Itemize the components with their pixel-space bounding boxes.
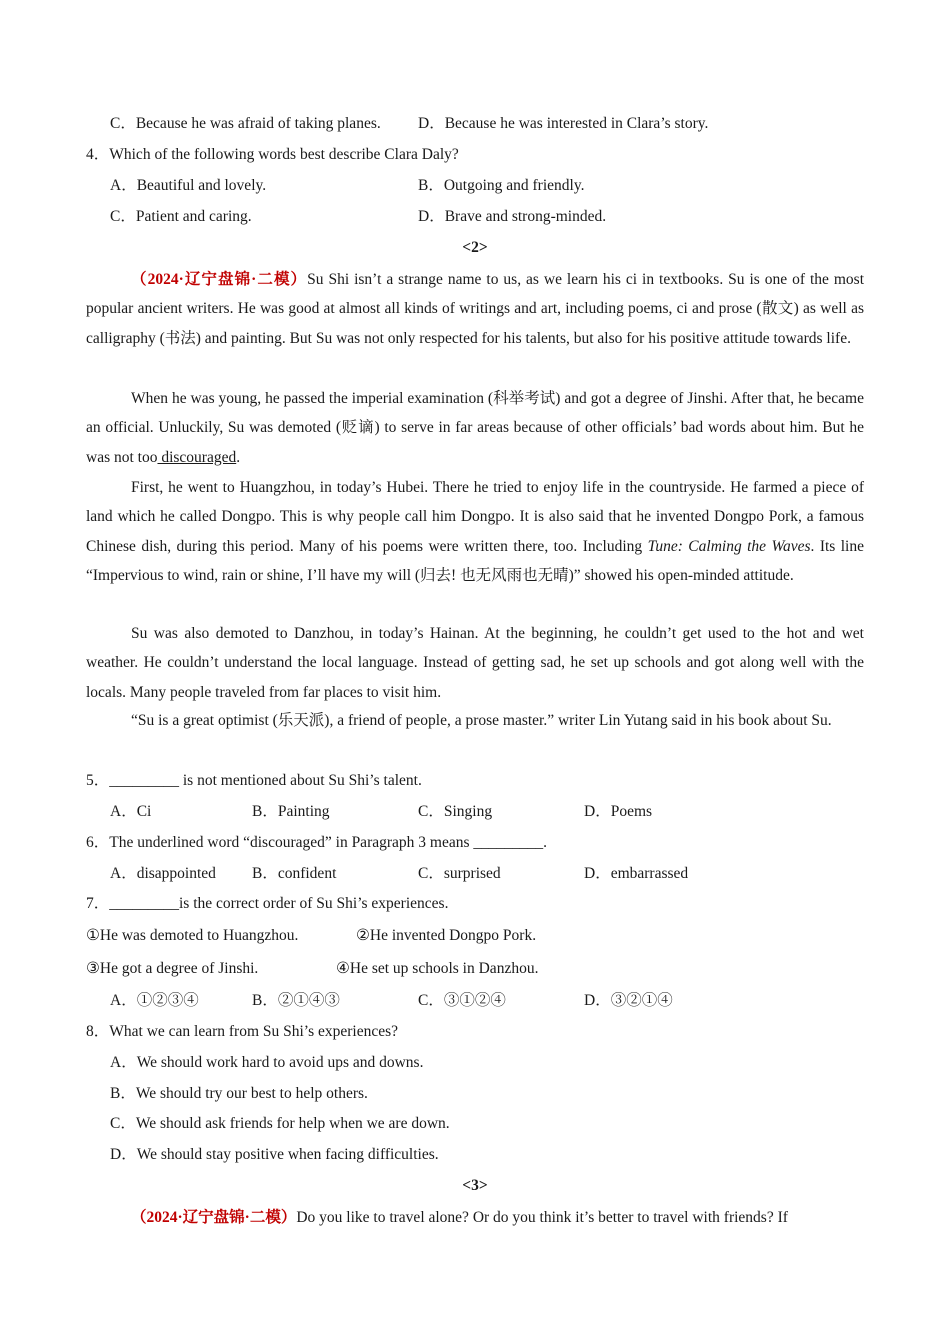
section2-p3-after: . Its line “Impervious to wind, rain or shine, I’ll have my will (归去! 也无风雨也无晴)” showed his open-minded attitude.: [86, 537, 864, 585]
section3-p1-text: Do you like to travel alone? Or do you think it’s better to travel with friends? If: [296, 1209, 788, 1226]
q5-option-d: D．Poems: [584, 803, 653, 820]
q7-option-c: C．③①②④: [418, 992, 506, 1009]
q7-option-d: D．③②①④: [584, 992, 673, 1009]
section2-p3-before: First, he went to Huangzhou, in today’s Hubei. There he tried to enjoy life in the countryside. He farmed a piece of land which he called Dongpo. This is why people call him Dongpo. It is also said that he invented Dongpo Pork, a famous Chinese dish, during this period. Many of his poems were written there, too. Including: [86, 479, 864, 555]
q8-option-d: D．We should stay positive when facing difficulties.: [110, 1146, 439, 1163]
section3-paragraph-1: [86, 1203, 864, 1232]
q8-stem: 8．What we can learn from Su Shi’s experiences?: [86, 1023, 399, 1040]
q7-event-2: ②He invented Dongpo Pork.: [356, 927, 537, 944]
q4-option-d: D．Brave and strong-minded.: [418, 208, 607, 225]
q3-option-c: C．Because he was afraid of taking planes.: [110, 115, 381, 132]
q4-stem: 4．Which of the following words best describe Clara Daly?: [86, 146, 459, 163]
q5-option-b: B．Painting: [252, 803, 330, 820]
q8-option-c: C．We should ask friends for help when we are down.: [110, 1115, 450, 1132]
q8-option-b: B．We should try our best to help others.: [110, 1085, 368, 1102]
q6-option-c: C．surprised: [418, 865, 501, 882]
q6-option-d: D．embarrassed: [584, 865, 689, 882]
section2-p2-after: .: [236, 448, 241, 466]
q3-option-d: D．Because he was interested in Clara’s story.: [418, 115, 709, 132]
q7-option-a: A．①②③④: [110, 992, 199, 1009]
section2-paragraph-5: “Su is a great optimist (乐天派), a friend of people, a prose master.” writer Lin Yutang said in his book about Su.: [131, 712, 832, 729]
section3-heading: <3>: [462, 1177, 488, 1194]
q5-option-c: C．Singing: [418, 803, 493, 820]
q4-option-b: B．Outgoing and friendly.: [418, 177, 585, 194]
section2-paragraph-2: [86, 384, 864, 472]
underlined-word-discouraged: discouraged: [157, 448, 237, 466]
q5-option-a: A．Ci: [110, 803, 152, 820]
section2-source: （2024·辽宁盘锦·二模）: [131, 271, 308, 288]
q7-event-3: ③He got a degree of Jinshi.: [86, 960, 259, 977]
section3-source: （2024·辽宁盘锦·二模）: [131, 1209, 297, 1226]
poem-title: Tune: Calming the Waves: [647, 537, 811, 555]
q4-option-a: A．Beautiful and lovely.: [110, 177, 267, 194]
q8-option-a: A．We should work hard to avoid ups and downs.: [110, 1054, 424, 1071]
q6-option-b: B．confident: [252, 865, 337, 882]
section2-paragraph-4: Su was also demoted to Danzhou, in today’s Hainan. At the beginning, he couldn’t get used to the hot and wet weather. He couldn’t understand the local language. Instead of getting sad, he set up schools and got along well with the locals. Many people traveled from far places to visit him.: [86, 625, 864, 701]
q7-option-b: B．②①④③: [252, 992, 340, 1009]
q7-event-4: ④He set up schools in Danzhou.: [336, 960, 539, 977]
q6-option-a: A．disappointed: [110, 865, 216, 882]
q5-stem: 5．_________ is not mentioned about Su Shi’s talent.: [86, 772, 422, 789]
section2-p2-before: When he was young, he passed the imperial examination (科举考试) and got a degree of Jinshi. After that, he became an official. Unluckily, Su was demoted (贬谪) to serve in far areas because of other officials’ bad words about him. But he was not too: [86, 390, 864, 466]
q4-option-c: C．Patient and caring.: [110, 208, 252, 225]
q7-event-1: ①He was demoted to Huangzhou.: [86, 927, 299, 944]
section2-paragraph-3: [86, 473, 864, 591]
section2-p1-text: Su Shi isn’t a strange name to us, as we learn his ci in textbooks. Su is one of the most popular ancient writers. He was good at almost all kinds of writings and art, including poems, ci and prose (散文) as well as calligraphy (书法) and painting. But Su was not only respected for his talents, but also for his positive attitude towards life.: [86, 271, 864, 347]
section2-paragraph-1: [86, 265, 864, 353]
q7-stem: 7．_________is the correct order of Su Shi’s experiences.: [86, 895, 449, 912]
section2-heading: <2>: [462, 239, 488, 256]
q6-stem: 6．The underlined word “discouraged” in Paragraph 3 means _________.: [86, 834, 547, 851]
